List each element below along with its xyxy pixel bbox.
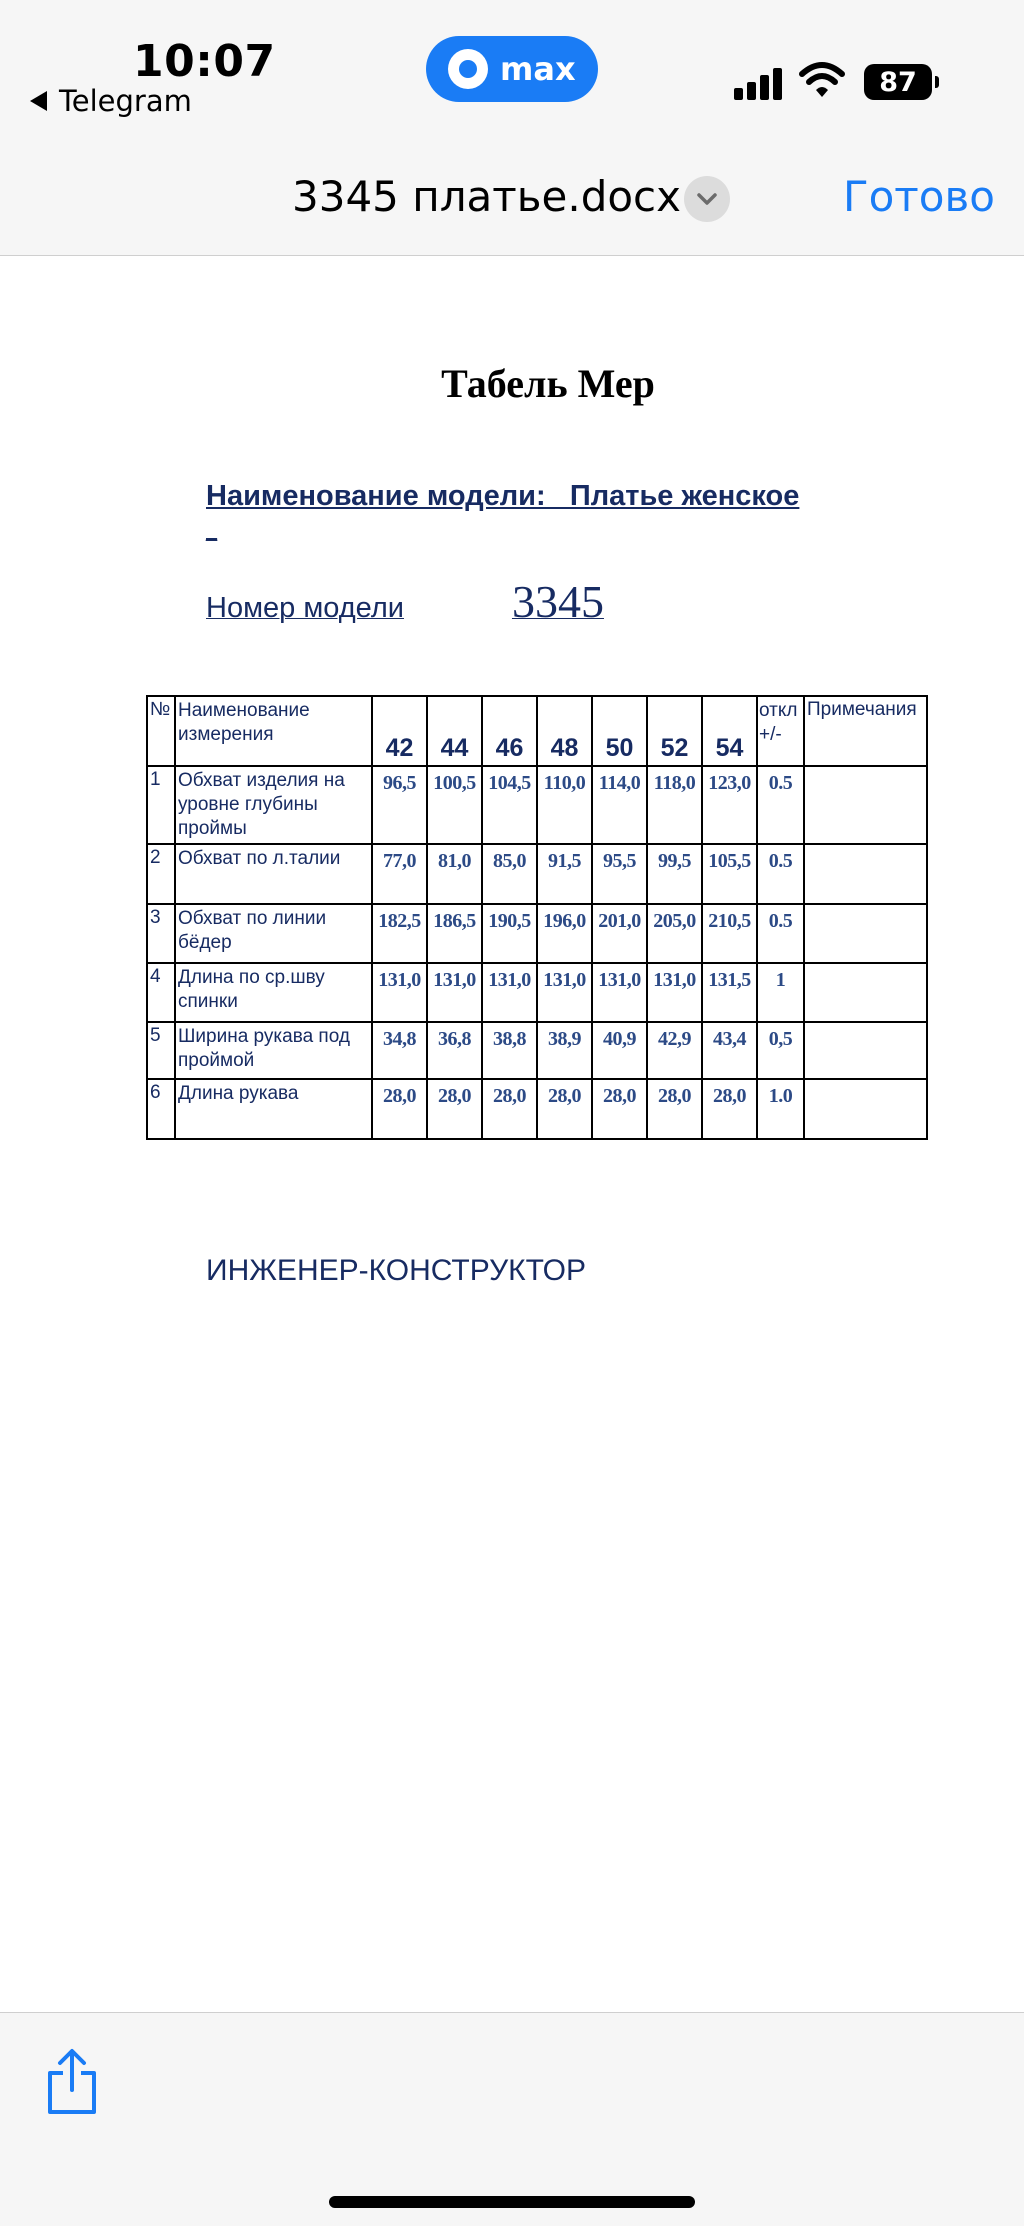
row-name: Обхват по линии бёдер	[175, 904, 372, 963]
row-value: 43,4	[702, 1022, 757, 1079]
row-value: 100,5	[427, 766, 482, 844]
max-app-pill[interactable]	[426, 36, 598, 102]
table-header-row	[147, 696, 927, 766]
header-name: Наименование измерения	[175, 696, 372, 766]
table-row	[147, 963, 927, 1022]
row-note	[804, 963, 927, 1022]
row-value: 118,0	[647, 766, 702, 844]
document-title: 3345 платье.docx	[292, 172, 681, 221]
row-value: 28,0	[427, 1079, 482, 1139]
row-value: 186,5	[427, 904, 482, 963]
row-note	[804, 1022, 927, 1079]
row-value: 123,0	[702, 766, 757, 844]
model-name-underscore: _	[206, 520, 218, 542]
row-value: 28,0	[372, 1079, 427, 1139]
row-value: 131,5	[702, 963, 757, 1022]
row-value: 77,0	[372, 844, 427, 904]
header-size: 48	[537, 696, 592, 766]
row-value: 91,5	[537, 844, 592, 904]
row-value: 81,0	[427, 844, 482, 904]
row-value: 99,5	[647, 844, 702, 904]
row-value: 28,0	[537, 1079, 592, 1139]
header-size: 44	[427, 696, 482, 766]
cellular-signal-icon	[734, 68, 784, 100]
back-to-telegram-button[interactable]	[30, 84, 192, 118]
row-value: 28,0	[702, 1079, 757, 1139]
row-name: Ширина рукава под проймой	[175, 1022, 372, 1079]
model-number-label: Номер модели	[206, 592, 404, 624]
row-name: Обхват по л.талии	[175, 844, 372, 904]
share-icon[interactable]	[44, 2046, 100, 2116]
header-num: №	[147, 696, 175, 766]
row-value: 28,0	[647, 1079, 702, 1139]
back-app-label: Telegram	[59, 84, 192, 118]
header-size: 50	[592, 696, 647, 766]
row-value: 190,5	[482, 904, 537, 963]
header-size: 52	[647, 696, 702, 766]
row-deviation: 1.0	[757, 1079, 804, 1139]
row-value: 96,5	[372, 766, 427, 844]
row-num: 3	[147, 904, 175, 963]
row-num: 5	[147, 1022, 175, 1079]
header-size: 46	[482, 696, 537, 766]
row-value: 114,0	[592, 766, 647, 844]
wifi-icon	[799, 60, 845, 100]
table-row	[147, 844, 927, 904]
row-value: 95,5	[592, 844, 647, 904]
row-value: 196,0	[537, 904, 592, 963]
header-deviation: откл +/-	[757, 696, 804, 766]
model-number-value: 3345	[511, 576, 604, 627]
row-value: 40,9	[592, 1022, 647, 1079]
home-indicator[interactable]	[329, 2196, 695, 2208]
row-note	[804, 904, 927, 963]
row-value: 38,8	[482, 1022, 537, 1079]
row-num: 6	[147, 1079, 175, 1139]
row-num: 1	[147, 766, 175, 844]
battery-icon	[864, 64, 932, 100]
row-note	[804, 1079, 927, 1139]
row-deviation: 0.5	[757, 904, 804, 963]
row-value: 131,0	[372, 963, 427, 1022]
max-pill-label: max	[500, 50, 576, 88]
row-value: 210,5	[702, 904, 757, 963]
row-deviation: 0.5	[757, 766, 804, 844]
row-value: 28,0	[482, 1079, 537, 1139]
document-heading: Табель Мер	[441, 361, 655, 406]
row-value: 131,0	[427, 963, 482, 1022]
measurements-table	[146, 695, 928, 1140]
row-deviation: 1	[757, 963, 804, 1022]
row-value: 110,0	[537, 766, 592, 844]
row-name: Длина по ср.шву спинки	[175, 963, 372, 1022]
row-value: 34,8	[372, 1022, 427, 1079]
row-name: Обхват изделия на уровне глубины проймы	[175, 766, 372, 844]
row-value: 182,5	[372, 904, 427, 963]
chevron-down-icon	[696, 192, 718, 206]
row-value: 131,0	[592, 963, 647, 1022]
header-notes: Примечания	[804, 696, 927, 766]
done-button[interactable]: Готово	[843, 172, 995, 221]
row-value: 85,0	[482, 844, 537, 904]
row-note	[804, 766, 927, 844]
row-value: 36,8	[427, 1022, 482, 1079]
row-value: 42,9	[647, 1022, 702, 1079]
row-value: 131,0	[647, 963, 702, 1022]
max-logo-icon	[448, 49, 488, 89]
row-value: 205,0	[647, 904, 702, 963]
back-arrow-icon	[30, 91, 47, 111]
row-value: 105,5	[702, 844, 757, 904]
row-value: 131,0	[482, 963, 537, 1022]
top-bar	[0, 0, 1024, 256]
row-value: 104,5	[482, 766, 537, 844]
row-note	[804, 844, 927, 904]
row-value: 38,9	[537, 1022, 592, 1079]
row-value: 201,0	[592, 904, 647, 963]
row-num: 4	[147, 963, 175, 1022]
table-row	[147, 904, 927, 963]
row-name: Длина рукава	[175, 1079, 372, 1139]
title-menu-button[interactable]	[684, 176, 730, 222]
row-value: 28,0	[592, 1079, 647, 1139]
header-size: 42	[372, 696, 427, 766]
model-number-line	[206, 575, 604, 628]
bottom-toolbar	[0, 2012, 1024, 2226]
row-deviation: 0,5	[757, 1022, 804, 1079]
table-row	[147, 1022, 927, 1079]
row-num: 2	[147, 844, 175, 904]
status-time: 10:07	[133, 36, 276, 87]
engineer-label: ИНЖЕНЕР-КОНСТРУКТОР	[206, 1254, 586, 1287]
table-row	[147, 1079, 927, 1139]
header-size: 54	[702, 696, 757, 766]
row-deviation: 0.5	[757, 844, 804, 904]
row-value: 131,0	[537, 963, 592, 1022]
battery-level: 87	[879, 66, 917, 98]
model-name-line: Наименование модели: _Платье женское	[206, 480, 800, 512]
table-row	[147, 766, 927, 844]
